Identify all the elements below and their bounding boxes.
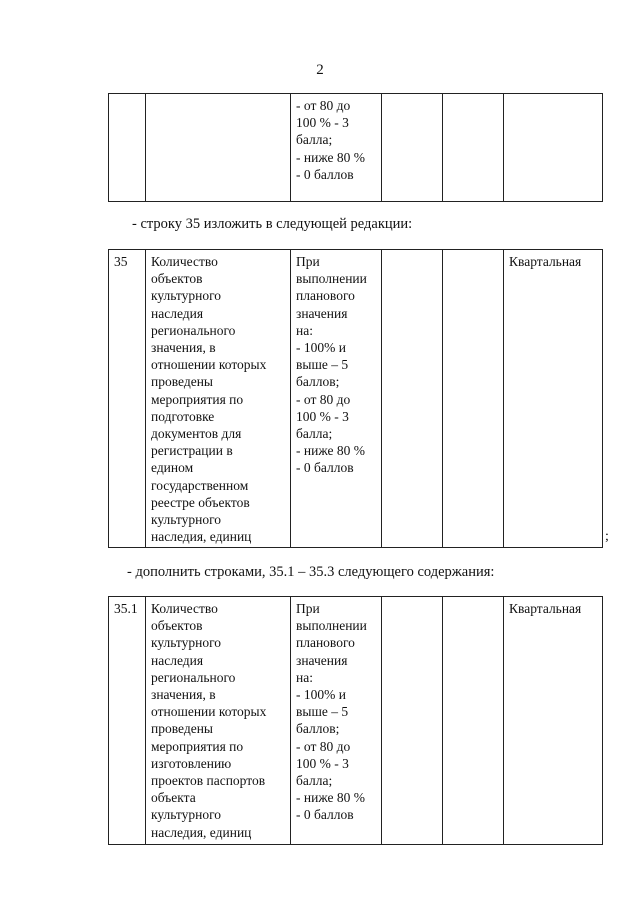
criteria-line: балла; <box>296 426 333 442</box>
indicator-line: наследия <box>151 305 204 321</box>
cell-number <box>109 94 146 202</box>
criteria-line: - от 80 до <box>296 738 351 754</box>
criteria-line: выше – 5 <box>296 357 349 373</box>
cell-indicator <box>146 94 291 202</box>
cell-empty <box>382 250 443 548</box>
criteria-line: балла; <box>296 132 333 148</box>
indicator-line: объектов <box>151 618 203 634</box>
indicator-line: изготовлению <box>151 755 232 771</box>
criteria-line: значения <box>296 305 348 321</box>
criteria-line: выполнении <box>296 271 367 287</box>
indicator-line: регистрации в <box>151 443 233 459</box>
cell-empty <box>443 94 504 202</box>
indicator-line: Количество <box>151 254 218 269</box>
criteria-line: баллов; <box>296 721 340 737</box>
criteria-lines <box>296 600 376 824</box>
trailing-semicolon: ; <box>605 529 609 544</box>
criteria-line: балла; <box>296 773 333 789</box>
criteria-lines <box>296 253 376 477</box>
indicator-line: наследия, единиц <box>151 824 252 840</box>
indicator-line: реестре объектов <box>151 494 250 510</box>
indicator-line: проведены <box>151 374 213 390</box>
cell-criteria <box>291 94 382 202</box>
indicator-line: проектов паспортов <box>151 773 266 789</box>
indicator-line: культурного <box>151 635 222 651</box>
criteria-line: значения <box>296 652 348 668</box>
table-row-35-1 <box>108 596 603 845</box>
cell-number: 35 <box>109 250 146 548</box>
page-number: 2 <box>316 62 324 78</box>
criteria-line: При <box>296 601 320 616</box>
cell-empty <box>443 597 504 845</box>
indicator-line: культурного <box>151 288 222 304</box>
indicator-line: мероприятия по <box>151 738 244 754</box>
cell-empty <box>382 94 443 202</box>
indicator-line: наследия <box>151 652 204 668</box>
cell-periodicity: Квартальная <box>504 250 603 548</box>
indicator-line: объекта <box>151 790 196 806</box>
criteria-line: - 0 баллов <box>296 807 354 823</box>
criteria-line: 100 % - 3 <box>296 408 349 424</box>
indicator-line: подготовке <box>151 408 215 424</box>
criteria-line: баллов; <box>296 374 340 390</box>
criteria-lines <box>296 97 376 183</box>
indicator-line: наследия, единиц <box>151 529 252 545</box>
indicator-line: значения, в <box>151 340 216 356</box>
criteria-line: на: <box>296 669 313 685</box>
table-row <box>109 94 603 202</box>
table-continuation <box>108 93 603 202</box>
cell-criteria <box>291 250 382 548</box>
indicator-line: значения, в <box>151 687 216 703</box>
criteria-line: - от 80 до <box>296 98 351 113</box>
indicator-line: регионального <box>151 322 236 338</box>
indicator-line: документов для <box>151 426 242 442</box>
cell-indicator <box>146 597 291 845</box>
criteria-line: При <box>296 254 320 269</box>
criteria-line: - 100% и <box>296 687 346 703</box>
indicator-line: проведены <box>151 721 213 737</box>
criteria-line: - 0 баллов <box>296 460 354 476</box>
indicator-lines <box>151 253 285 545</box>
criteria-line: - от 80 до <box>296 391 351 407</box>
cell-empty <box>382 597 443 845</box>
criteria-line: - ниже 80 % <box>296 790 365 806</box>
criteria-line: - 0 баллов <box>296 166 354 182</box>
criteria-line: - 100% и <box>296 340 346 356</box>
indicator-line: регионального <box>151 669 236 685</box>
cell-indicator <box>146 250 291 548</box>
indicator-lines <box>151 600 285 841</box>
criteria-line: выше – 5 <box>296 704 349 720</box>
indicator-line: Количество <box>151 601 218 616</box>
indicator-line: отношении которых <box>151 357 267 373</box>
table-row <box>109 597 603 845</box>
criteria-line: 100 % - 3 <box>296 115 349 131</box>
criteria-line: на: <box>296 322 313 338</box>
cell-empty <box>443 250 504 548</box>
cell-number: 35.1 <box>109 597 146 845</box>
indicator-line: объектов <box>151 271 203 287</box>
criteria-line: выполнении <box>296 618 367 634</box>
criteria-line: - ниже 80 % <box>296 443 365 459</box>
indicator-line: культурного <box>151 807 222 823</box>
instruction-2: - дополнить строками, 35.1 – 35.3 следующего содержания: <box>127 564 495 580</box>
criteria-line: - ниже 80 % <box>296 149 365 165</box>
cell-criteria <box>291 597 382 845</box>
indicator-line: культурного <box>151 512 222 528</box>
criteria-line: планового <box>296 635 355 651</box>
indicator-line: государственном <box>151 477 249 493</box>
indicator-line: едином <box>151 460 194 476</box>
criteria-line: планового <box>296 288 355 304</box>
indicator-line: мероприятия по <box>151 391 244 407</box>
cell-periodicity: Квартальная <box>504 597 603 845</box>
criteria-line: 100 % - 3 <box>296 755 349 771</box>
table-row-35 <box>108 249 603 548</box>
instruction-1: - строку 35 изложить в следующей редакции: <box>132 216 413 232</box>
table-row <box>109 250 603 548</box>
indicator-line: отношении которых <box>151 704 267 720</box>
cell-empty <box>504 94 603 202</box>
